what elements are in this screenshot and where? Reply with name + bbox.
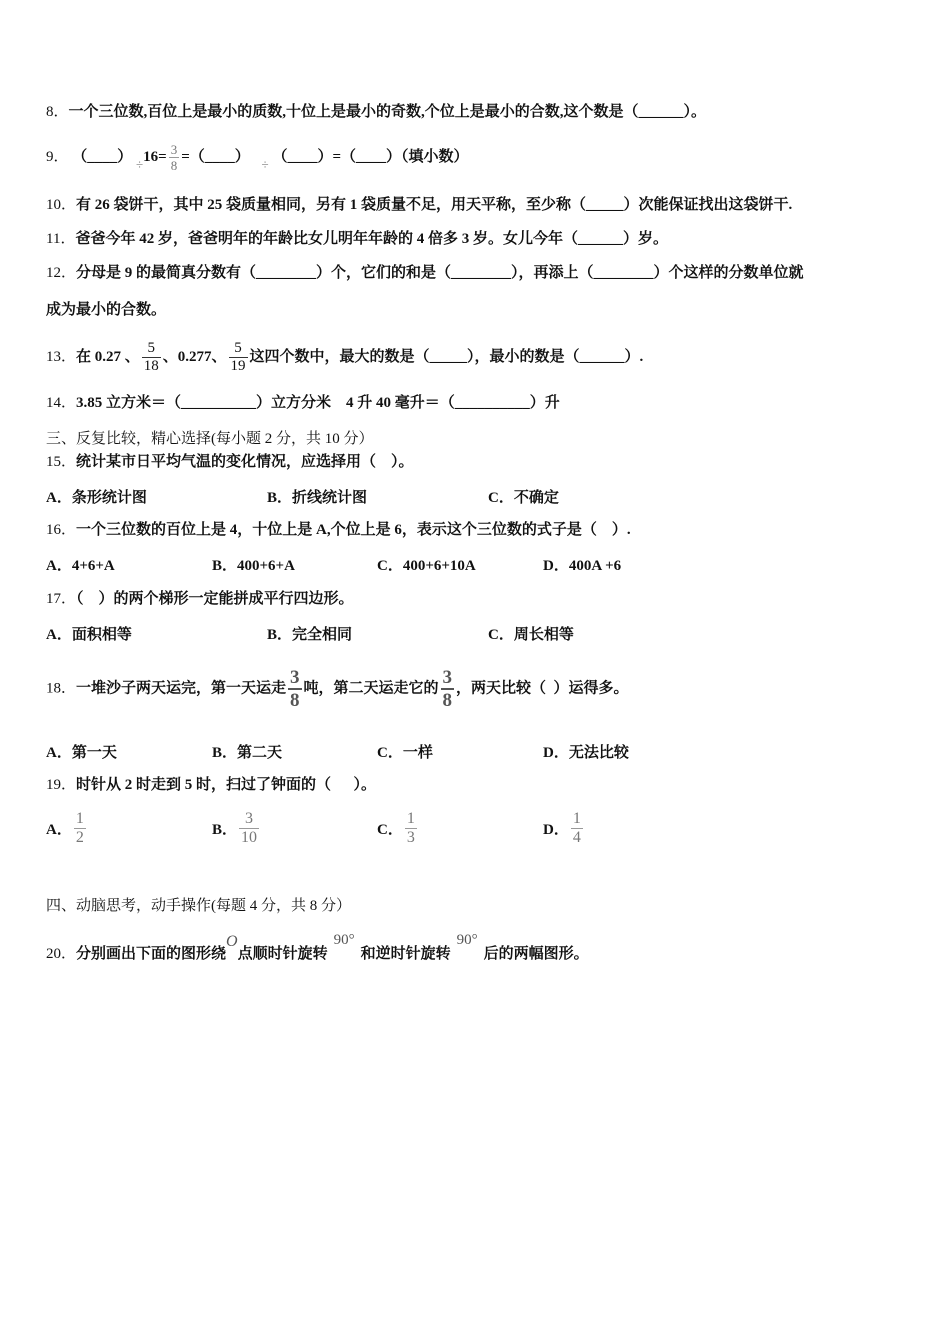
question-16: 16．一个三位数的百位上是 4，十位上是 A,个位上是 6，表示这个三位数的式子是（ ）. <box>46 522 631 538</box>
option-c[interactable]: C． $\frac{1}{3}$ <box>377 810 415 846</box>
option-a[interactable]: A．面积相等 <box>46 627 132 643</box>
question-19: 19．时针从 2 时走到 5 时，扫过了钟面的（ ）。 <box>46 777 377 793</box>
option-b[interactable]: B．400+6+A <box>212 558 295 574</box>
divide-sign: ÷ <box>136 156 144 172</box>
fraction-3-8: $\frac{3}{8}$ <box>442 667 453 711</box>
section-3-heading: 三、反复比较，精心选择(每小题 2 分，共 10 分） <box>46 431 374 447</box>
point-o: O <box>226 933 238 950</box>
question-8-text: 一个三位数,百位上是最小的质数,十位上是最小的奇数,个位上是最小的合数,这个数是（______）。 <box>68 104 707 120</box>
option-c[interactable]: C．400+6+10A <box>377 558 476 574</box>
option-b[interactable]: B．折线统计图 <box>267 490 368 506</box>
question-15: 15．统计某市日平均气温的变化情况，应选择用（ ）。 <box>46 454 414 470</box>
question-9: 9． （____） ÷16= $\frac{3}{8}$ =（____） ÷ （____）=（____）（填小数） <box>46 142 469 173</box>
fraction-3-8: $\frac{3}{8}$ <box>290 667 300 711</box>
section-4-heading: 四、动脑思考，动手操作(每题 4 分，共 8 分） <box>46 898 351 914</box>
fraction-3-8: $\frac{3}{8}$ <box>170 142 178 173</box>
question-11: 11．爸爸今年 42 岁，爸爸明年的年龄比女儿明年年龄的 4 倍多 3 岁。女儿今年（______）岁。 <box>46 231 668 247</box>
option-b[interactable]: B．完全相同 <box>267 627 353 643</box>
option-b[interactable]: B． $\frac{3}{10}$ <box>212 810 258 846</box>
question-14: 14．3.85 立方米＝（__________）立方分米 4 升 40 毫升＝（__________）升 <box>46 395 560 411</box>
question-10: 10．有 26 袋饼干，其中 25 袋质量相同，另有 1 袋质量不足，用天平称，至少称（_____）次能保证找出这袋饼干. <box>46 197 793 213</box>
fraction-5-18: $\frac{5}{18}$ <box>143 340 159 374</box>
fraction-1-4: $\frac{1}{4}$ <box>572 810 581 846</box>
degree-90: 90° <box>456 932 478 948</box>
option-d[interactable]: D． $\frac{1}{4}$ <box>543 810 581 846</box>
option-c[interactable]: C．周长相等 <box>488 627 574 643</box>
question-12-cont: 成为最小的合数。 <box>46 302 167 318</box>
degree-90: 90° <box>333 932 355 948</box>
option-a[interactable]: A． $\frac{1}{2}$ <box>46 810 84 846</box>
divide-sign: ÷ <box>261 156 269 172</box>
option-a[interactable]: A．第一天 <box>46 745 117 761</box>
option-d[interactable]: D．无法比较 <box>543 745 629 761</box>
fraction-3-10: $\frac{3}{10}$ <box>241 810 258 846</box>
question-17: 17．（ ）的两个梯形一定能拼成平行四边形。 <box>46 591 354 607</box>
option-a[interactable]: A．4+6+A <box>46 558 115 574</box>
question-12: 12．分母是 9 的最简真分数有（________）个，它们的和是（________），再添上（________）个这样的分数单位就 <box>46 265 804 281</box>
fraction-1-3: $\frac{1}{3}$ <box>406 810 415 846</box>
question-13: 13．在 0.27 、 $\frac{5}{18}$ 、0.277、 $\frac{5}{19}$ 这四个数中，最大的数是（_____），最小的数是（______）. <box>46 340 644 374</box>
question-20: 20．分别画出下面的图形绕O点顺时针旋转90°和逆时针旋转90°后的两幅图形。 <box>46 932 589 962</box>
question-8: 8．一个三位数,百位上是最小的质数,十位上是最小的奇数,个位上是最小的合数,这个数是（______）。 <box>46 104 707 120</box>
option-b[interactable]: B．第二天 <box>212 745 283 761</box>
question-18: 18．一堆沙子两天运完，第一天运走 $\frac{3}{8}$ 吨，第二天运走它的 $\frac{3}{8}$ ，两天比较（ ）运得多。 <box>46 667 629 711</box>
option-c[interactable]: C．不确定 <box>488 490 559 506</box>
option-a[interactable]: A．条形统计图 <box>46 490 147 506</box>
fraction-5-19: $\frac{5}{19}$ <box>230 340 246 374</box>
option-c[interactable]: C．一样 <box>377 745 433 761</box>
fraction-1-2: $\frac{1}{2}$ <box>75 810 84 846</box>
option-d[interactable]: D．400A +6 <box>543 558 622 574</box>
